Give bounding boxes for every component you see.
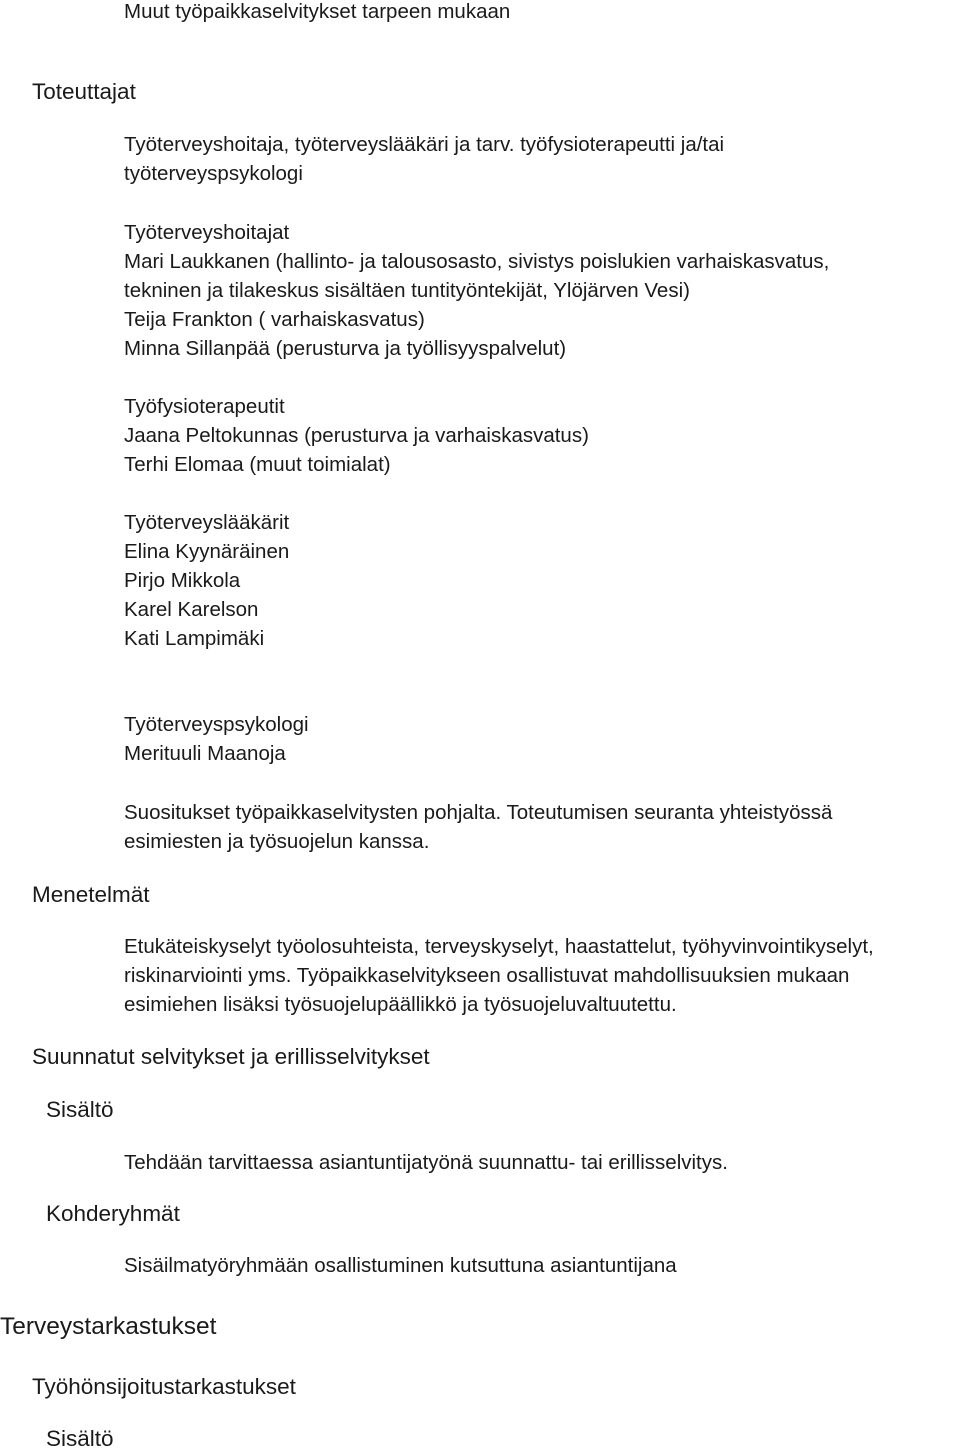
terveystarkastukset-sisalto-label: Sisältö: [46, 1426, 114, 1451]
para-line: riskinarviointi yms. Työpaikkaselvitykseen osallistuvat mahdollisuuksien mukaan: [124, 964, 850, 987]
top-note: Muut työpaikkaselvitykset tarpeen mukaan: [124, 0, 511, 23]
nurses-title: Työterveyshoitajat: [124, 221, 290, 244]
terveystarkastukset-title: Terveystarkastukset: [0, 1313, 217, 1340]
doctor-line: Pirjo Mikkola: [124, 569, 241, 592]
doctor-line: Karel Karelson: [124, 598, 259, 621]
kohderyhmat-label: Kohderyhmät: [46, 1201, 180, 1226]
doctor-line: Kati Lampimäki: [124, 627, 265, 650]
intro-line: Työterveyshoitaja, työterveyslääkäri ja tarv. työfysioterapeutti ja/tai: [124, 133, 725, 156]
kohderyhmat-text: Sisäilmatyöryhmään osallistuminen kutsuttuna asiantuntijana: [124, 1254, 677, 1277]
psychologist-title: Työterveyspsykologi: [124, 713, 309, 736]
nurse-line: Minna Sillanpää (perusturva ja työllisyyspalvelut): [124, 337, 567, 360]
nurse-line: tekninen ja tilakeskus sisältäen tuntityöntekijät, Ylöjärven Vesi): [124, 279, 690, 302]
suunnatut-sisalto-text: Tehdään tarvittaessa asiantuntijatyönä suunnattu- tai erillisselvitys.: [124, 1151, 728, 1174]
nurse-line: Mari Laukkanen (hallinto- ja talousosasto, sivistys poislukien varhaiskasvatus,: [124, 250, 830, 273]
physio-line: Jaana Peltokunnas (perusturva ja varhaiskasvatus): [124, 424, 589, 447]
doctors-title: Työterveyslääkärit: [124, 511, 290, 534]
para-line: Etukäteiskyselyt työolosuhteista, terveyskyselyt, haastattelut, työhyvinvointikyselyt,: [124, 935, 874, 958]
toteuttajat-label: Toteuttajat: [32, 79, 136, 104]
para-line: Suositukset työpaikkaselvitysten pohjalta. Toteutumisen seuranta yhteistyössä: [124, 801, 833, 824]
suunnatut-title: Suunnatut selvitykset ja erillisselvitykset: [32, 1044, 430, 1069]
intro-line: työterveyspsykologi: [124, 162, 303, 185]
menetelmat-label: Menetelmät: [32, 882, 150, 907]
physio-title: Työfysioterapeutit: [124, 395, 285, 418]
nurse-line: Teija Frankton ( varhaiskasvatus): [124, 308, 425, 331]
psychologist-line: Merituuli Maanoja: [124, 742, 286, 765]
para-line: esimiehen lisäksi työsuojelupäällikkö ja työsuojeluvaltuutettu.: [124, 993, 677, 1016]
para-line: esimiesten ja työsuojelun kanssa.: [124, 830, 430, 853]
tyohonsijoitus-subtitle: Työhönsijoitustarkastukset: [32, 1374, 296, 1399]
doctor-line: Elina Kyynäräinen: [124, 540, 290, 563]
suunnatut-sisalto-label: Sisältö: [46, 1097, 114, 1122]
physio-line: Terhi Elomaa (muut toimialat): [124, 453, 391, 476]
